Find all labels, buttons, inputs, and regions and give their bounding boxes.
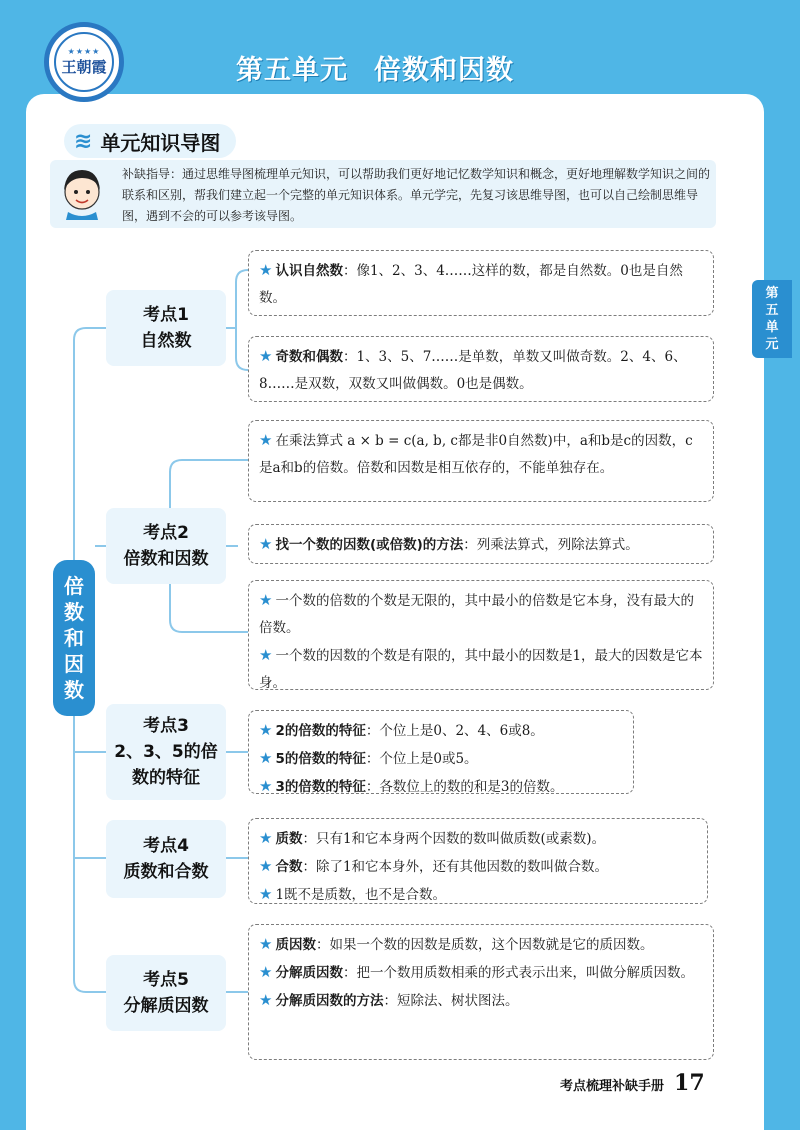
note-text: ：像1、2、3、4……这样的数，都是自然数。0也是自然数。 xyxy=(259,263,683,306)
topic-node-4 xyxy=(106,820,226,898)
note-keyword: 2的倍数的特征 xyxy=(275,723,366,739)
topic-label: 考点4 xyxy=(143,836,189,856)
note-keyword: 质数 xyxy=(275,831,303,847)
note-card-odd-even xyxy=(248,336,714,402)
star-icon: ★ xyxy=(259,431,273,449)
central-topic xyxy=(53,560,95,716)
star-icon: ★ xyxy=(259,591,273,609)
note-text: 在乘法算式 a × b = c(a, b, c都是非0自然数)中，a和b是c的因数，c是a和b的倍数。倍数和因数是相互依存的，不能单独存在。 xyxy=(259,433,693,476)
note-keyword: 奇数和偶数 xyxy=(275,349,343,365)
note-card-find-factors xyxy=(248,524,714,564)
topic-label: 考点5 xyxy=(143,970,189,990)
note-keyword: 认识自然数 xyxy=(275,263,343,279)
star-icon: ★ xyxy=(259,885,273,903)
topic-name: 分解质因数 xyxy=(123,996,209,1016)
topic-name: 质数和合数 xyxy=(123,862,209,882)
page-footer xyxy=(560,1070,705,1096)
side-tab-char: 元 xyxy=(765,337,779,352)
topic-name: 2、3、5的倍 xyxy=(114,742,218,762)
note-card-count-of-multiples-factors xyxy=(248,580,714,690)
central-topic-char: 因 xyxy=(64,652,84,676)
note-card-multiples-factors-definition xyxy=(248,420,714,502)
footer-title: 考点梳理补缺手册 xyxy=(560,1079,665,1094)
central-topic-char: 数 xyxy=(64,678,84,702)
note-text: ：各数位上的数的和是3的倍数。 xyxy=(365,779,564,795)
note-text: ：如果一个数的因数是质数，这个因数就是它的质因数。 xyxy=(315,937,654,953)
topic-name-cont: 数的特征 xyxy=(132,768,200,788)
star-icon: ★ xyxy=(259,857,273,875)
note-text: ：个位上是0、2、4、6或8。 xyxy=(365,723,544,739)
topic-name: 自然数 xyxy=(140,331,192,351)
star-icon: ★ xyxy=(259,721,273,739)
topic-node-2 xyxy=(106,508,226,584)
side-tab-char: 单 xyxy=(765,320,779,335)
note-text: ：短除法、树状图法。 xyxy=(383,993,519,1009)
note-keyword: 3的倍数的特征 xyxy=(275,779,366,795)
star-icon: ★ xyxy=(259,347,273,365)
note-card-divisibility xyxy=(248,710,634,794)
note-keyword: 分解质因数的方法 xyxy=(275,993,384,1009)
topic-label: 考点2 xyxy=(143,523,189,543)
section-title: 单元知识导图 xyxy=(100,130,221,155)
topic-label: 考点1 xyxy=(143,305,189,325)
topic-label: 考点3 xyxy=(143,716,189,736)
star-icon: ★ xyxy=(259,935,273,953)
note-keyword: 质因数 xyxy=(275,937,316,953)
unit-name: 倍数和因数 xyxy=(374,55,514,86)
central-topic-char: 和 xyxy=(64,626,84,650)
star-icon: ★ xyxy=(259,777,273,795)
star-icon: ★ xyxy=(259,261,273,279)
topic-name: 倍数和因数 xyxy=(123,549,209,569)
wave-icon: ≋ xyxy=(74,128,93,154)
central-topic-char: 倍 xyxy=(64,574,84,598)
topic-node-3 xyxy=(106,704,226,800)
guide-body: 通过思维导图梳理单元知识，可以帮助我们更好地记忆数学知识和概念，更好地理解数学知识之间的联系和区别，帮我们建立起一个完整的单元知识体系。单元学完，先复习该思维导图，也可以自己绘制思维导图，遇到不会的可以参考该导图。 xyxy=(122,167,711,223)
note-text: ：列乘法算式，列除法算式。 xyxy=(463,537,639,553)
note-text: 一个数的因数的个数是有限的，其中最小的因数是1，最大的因数是它本身。 xyxy=(259,648,703,691)
note-text: ：把一个数用质数相乘的形式表示出来，叫做分解质因数。 xyxy=(342,965,694,981)
star-icon: ★ xyxy=(259,535,273,553)
note-keyword: 找一个数的因数(或倍数)的方法 xyxy=(275,537,464,553)
note-text: ：只有1和它本身两个因数的数叫做质数(或素数)。 xyxy=(302,831,606,847)
star-icon: ★ xyxy=(259,749,273,767)
note-keyword: 分解质因数 xyxy=(275,965,343,981)
star-icon: ★ xyxy=(259,991,273,1009)
side-tab-char: 第 xyxy=(765,286,779,301)
note-text: 一个数的倍数的个数是无限的，其中最小的倍数是它本身，没有最大的倍数。 xyxy=(259,593,694,636)
logo-text: 王朝霞 xyxy=(61,58,107,76)
topic-node-1 xyxy=(106,290,226,366)
star-icon: ★ xyxy=(259,963,273,981)
note-card-natural-numbers xyxy=(248,250,714,316)
star-icon: ★ xyxy=(259,646,273,664)
central-topic-char: 数 xyxy=(64,600,84,624)
note-text: 1既不是质数，也不是合数。 xyxy=(275,887,447,903)
note-text: ：个位上是0或5。 xyxy=(365,751,478,767)
note-keyword: 合数 xyxy=(275,859,303,875)
note-card-prime-factorization xyxy=(248,924,714,1060)
note-card-prime-composite xyxy=(248,818,708,904)
guide-label: 补缺指导： xyxy=(122,167,183,181)
side-tab-char: 五 xyxy=(765,303,779,318)
page-number: 17 xyxy=(674,1070,705,1096)
note-text: ：除了1和它本身外，还有其他因数的数叫做合数。 xyxy=(302,859,609,875)
topic-node-5 xyxy=(106,955,226,1031)
star-icon: ★★★★ xyxy=(67,47,101,56)
note-text: ：1、3、5、7……是单数，单数又叫做奇数。2、4、6、8……是双数，双数又叫做偶数。0也是偶数。 xyxy=(259,349,687,392)
note-keyword: 5的倍数的特征 xyxy=(275,751,366,767)
star-icon: ★ xyxy=(259,829,273,847)
unit-number: 第五单元 xyxy=(236,55,348,86)
